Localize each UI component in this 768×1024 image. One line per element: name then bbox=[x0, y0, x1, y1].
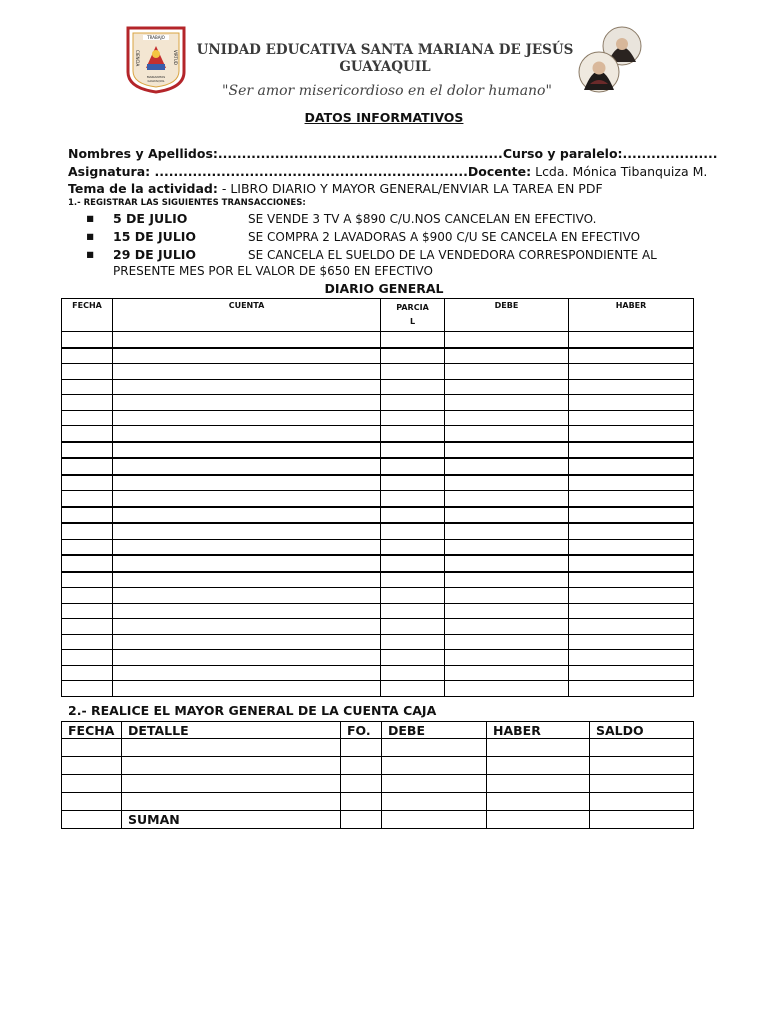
table-cell bbox=[122, 793, 341, 811]
table-cell bbox=[113, 491, 381, 507]
topic-line bbox=[68, 181, 603, 196]
table-cell bbox=[113, 332, 381, 348]
table-cell bbox=[62, 379, 113, 395]
table-cell bbox=[569, 491, 694, 507]
table-row bbox=[62, 650, 694, 666]
transaction-date: 15 DE JULIO bbox=[113, 229, 197, 244]
table-cell bbox=[62, 650, 113, 666]
transaction-date: 29 DE JULIO bbox=[113, 247, 197, 262]
table-cell bbox=[382, 793, 487, 811]
table-row bbox=[62, 507, 694, 524]
table-cell bbox=[381, 332, 445, 348]
table-cell bbox=[62, 603, 113, 619]
table-row bbox=[62, 379, 694, 395]
school-name-line2: GUAYAQUIL bbox=[339, 59, 431, 75]
table-cell bbox=[122, 757, 341, 775]
table-cell bbox=[445, 572, 569, 588]
table-cell bbox=[341, 757, 382, 775]
table-row bbox=[62, 634, 694, 650]
table-cell bbox=[113, 681, 381, 697]
table-cell bbox=[341, 739, 382, 757]
table-row bbox=[62, 588, 694, 604]
table-cell bbox=[569, 650, 694, 666]
school-name-line1: UNIDAD EDUCATIVA SANTA MARIANA DE JESÚS bbox=[196, 42, 574, 58]
table-cell bbox=[382, 811, 487, 829]
column-header-debe: DEBE bbox=[382, 722, 487, 739]
table-row bbox=[62, 572, 694, 588]
transaction-text: SE COMPRA 2 LAVADORAS A $900 C/U SE CANCELA EN EFECTIVO bbox=[248, 230, 641, 244]
table-cell bbox=[381, 491, 445, 507]
table-cell bbox=[381, 650, 445, 666]
table-cell bbox=[381, 348, 445, 364]
table-row bbox=[62, 681, 694, 697]
table-cell bbox=[62, 523, 113, 539]
table-cell bbox=[62, 426, 113, 442]
table-cell bbox=[382, 775, 487, 793]
table-cell bbox=[381, 395, 445, 411]
table-cell bbox=[381, 523, 445, 539]
table-cell bbox=[569, 634, 694, 650]
table-cell bbox=[381, 507, 445, 524]
table-cell bbox=[113, 442, 381, 459]
svg-text:CIENCIA: CIENCIA bbox=[135, 50, 140, 67]
table-row bbox=[62, 364, 694, 380]
table-cell bbox=[62, 410, 113, 426]
column-header-detalle: DETALLE bbox=[122, 722, 341, 739]
table-cell bbox=[569, 507, 694, 524]
table-row bbox=[62, 332, 694, 348]
table-cell bbox=[445, 634, 569, 650]
table-cell bbox=[445, 475, 569, 491]
table-cell bbox=[569, 458, 694, 475]
table-cell bbox=[382, 739, 487, 757]
table-cell bbox=[487, 811, 590, 829]
table-cell bbox=[62, 491, 113, 507]
column-header-parcial: PARCIA L bbox=[381, 299, 445, 332]
transaction-text-continuation: PRESENTE MES POR EL VALOR DE $650 EN EFECTIVO bbox=[113, 264, 433, 278]
table-cell bbox=[113, 539, 381, 555]
table-cell bbox=[113, 507, 381, 524]
bullet-icon: ▪ bbox=[86, 210, 95, 225]
table-cell bbox=[590, 811, 694, 829]
table-cell bbox=[445, 603, 569, 619]
table-cell bbox=[487, 739, 590, 757]
table-cell bbox=[445, 364, 569, 380]
teacher-label: Docente: bbox=[467, 164, 532, 179]
names-label: Nombres y Apellidos: bbox=[68, 146, 218, 161]
table-cell bbox=[445, 442, 569, 459]
table-cell bbox=[62, 395, 113, 411]
table-row bbox=[62, 739, 694, 757]
course-dots: .................... bbox=[622, 146, 718, 161]
table-row bbox=[62, 523, 694, 539]
table-cell bbox=[569, 572, 694, 588]
table-cell bbox=[62, 665, 113, 681]
table-cell bbox=[445, 332, 569, 348]
table-cell bbox=[381, 426, 445, 442]
table-cell bbox=[569, 426, 694, 442]
school-crest-logo bbox=[126, 26, 186, 94]
transaction-text: SE VENDE 3 TV A $890 C/U.NOS CANCELAN EN EFECTIVO. bbox=[248, 212, 597, 226]
column-header-haber: HABER bbox=[569, 299, 694, 332]
table-cell bbox=[113, 588, 381, 604]
svg-text:GUAYAQUIL: GUAYAQUIL bbox=[147, 79, 165, 83]
table-cell bbox=[113, 555, 381, 572]
table-cell bbox=[62, 588, 113, 604]
column-header-saldo: SALDO bbox=[590, 722, 694, 739]
column-header-fecha: FECHA bbox=[62, 299, 113, 332]
table-cell bbox=[590, 739, 694, 757]
column-header-fo: FO. bbox=[341, 722, 382, 739]
table-row bbox=[62, 757, 694, 775]
page-title: DATOS INFORMATIVOS bbox=[304, 110, 464, 125]
table-cell bbox=[445, 523, 569, 539]
table-cell bbox=[445, 426, 569, 442]
table-cell bbox=[569, 364, 694, 380]
table-cell bbox=[381, 603, 445, 619]
table-cell bbox=[569, 539, 694, 555]
table-cell bbox=[382, 757, 487, 775]
table-cell bbox=[381, 539, 445, 555]
table-cell bbox=[113, 364, 381, 380]
table-cell bbox=[113, 348, 381, 364]
table-cell bbox=[569, 475, 694, 491]
table-cell bbox=[569, 619, 694, 635]
table-cell bbox=[381, 364, 445, 380]
mayor-table-body bbox=[62, 739, 694, 829]
table-cell bbox=[381, 410, 445, 426]
table-cell bbox=[62, 539, 113, 555]
table-cell bbox=[381, 665, 445, 681]
table-row bbox=[62, 665, 694, 681]
table-cell bbox=[381, 634, 445, 650]
table-cell bbox=[62, 739, 122, 757]
table-cell bbox=[590, 775, 694, 793]
table-cell bbox=[445, 619, 569, 635]
table-cell bbox=[381, 442, 445, 459]
table-cell bbox=[113, 395, 381, 411]
table-row bbox=[62, 491, 694, 507]
transaction-text: SE CANCELA EL SUELDO DE LA VENDEDORA CORRESPONDIENTE AL bbox=[248, 248, 657, 262]
diario-general-table bbox=[61, 298, 694, 697]
table-row bbox=[62, 793, 694, 811]
table-cell bbox=[445, 348, 569, 364]
bullet-icon: ▪ bbox=[86, 228, 95, 243]
table-cell bbox=[445, 458, 569, 475]
table-cell bbox=[569, 555, 694, 572]
table-row bbox=[62, 426, 694, 442]
table-row bbox=[62, 475, 694, 491]
subject-label: Asignatura: bbox=[68, 164, 151, 179]
table-cell bbox=[381, 588, 445, 604]
table-cell bbox=[113, 475, 381, 491]
svg-text:VIRTUD: VIRTUD bbox=[173, 50, 178, 65]
table-cell bbox=[590, 757, 694, 775]
table-cell bbox=[62, 757, 122, 775]
table-cell bbox=[445, 491, 569, 507]
table-cell bbox=[113, 426, 381, 442]
table-cell bbox=[62, 572, 113, 588]
table-row bbox=[62, 619, 694, 635]
table-cell bbox=[62, 681, 113, 697]
table-cell bbox=[381, 681, 445, 697]
table-cell bbox=[62, 475, 113, 491]
table-cell bbox=[62, 775, 122, 793]
table-cell bbox=[569, 523, 694, 539]
table-cell bbox=[445, 650, 569, 666]
table-row bbox=[62, 410, 694, 426]
table-cell bbox=[62, 619, 113, 635]
school-motto: "Ser amor misericordioso en el dolor humano" bbox=[222, 83, 552, 99]
table-cell bbox=[569, 681, 694, 697]
svg-text:MARIANITAS: MARIANITAS bbox=[146, 75, 166, 79]
table-cell bbox=[113, 572, 381, 588]
founder-portraits-image bbox=[578, 24, 644, 96]
table-cell bbox=[62, 555, 113, 572]
table-cell bbox=[487, 793, 590, 811]
table-cell bbox=[62, 442, 113, 459]
table-row bbox=[62, 603, 694, 619]
table-cell bbox=[113, 650, 381, 666]
table-cell bbox=[381, 555, 445, 572]
table-cell bbox=[113, 410, 381, 426]
table-cell bbox=[113, 458, 381, 475]
course-label: Curso y paralelo: bbox=[502, 146, 623, 161]
names-dots: ............................................................ bbox=[217, 146, 503, 161]
names-line bbox=[68, 146, 718, 161]
table-cell bbox=[122, 739, 341, 757]
svg-text:TRABAJO: TRABAJO bbox=[147, 35, 165, 40]
table-cell bbox=[113, 665, 381, 681]
diario-table-body bbox=[62, 332, 694, 697]
topic-label: Tema de la actividad: bbox=[68, 181, 218, 196]
table-cell bbox=[113, 523, 381, 539]
table-row bbox=[62, 395, 694, 411]
table-cell bbox=[569, 395, 694, 411]
table-row bbox=[62, 442, 694, 459]
column-header-debe: DEBE bbox=[445, 299, 569, 332]
table-cell bbox=[113, 379, 381, 395]
table-cell bbox=[113, 619, 381, 635]
table-cell bbox=[590, 793, 694, 811]
table-cell bbox=[381, 619, 445, 635]
table-cell bbox=[381, 458, 445, 475]
column-header-haber: HABER bbox=[487, 722, 590, 739]
table-cell bbox=[487, 775, 590, 793]
mayor-general-table bbox=[61, 721, 694, 829]
table-cell bbox=[487, 757, 590, 775]
subject-dots: .................................................................. bbox=[150, 164, 468, 179]
table-cell bbox=[341, 793, 382, 811]
table-cell bbox=[62, 811, 122, 829]
table-cell bbox=[62, 793, 122, 811]
school-name bbox=[190, 42, 580, 76]
table-cell bbox=[569, 348, 694, 364]
table-cell bbox=[62, 634, 113, 650]
table-cell bbox=[445, 665, 569, 681]
bullet-icon: ▪ bbox=[86, 246, 95, 261]
subject-line bbox=[68, 164, 707, 179]
table-cell bbox=[381, 475, 445, 491]
instruction-1: 1.- REGISTRAR LAS SIGUIENTES TRANSACCIONES: bbox=[68, 198, 306, 208]
mayor-general-title: 2.- REALICE EL MAYOR GENERAL DE LA CUENTA CAJA bbox=[68, 703, 437, 718]
table-cell bbox=[569, 603, 694, 619]
topic-value: - LIBRO DIARIO Y MAYOR GENERAL/ENVIAR LA TAREA EN PDF bbox=[217, 181, 603, 196]
table-cell bbox=[445, 681, 569, 697]
table-cell bbox=[381, 379, 445, 395]
table-cell bbox=[445, 395, 569, 411]
table-cell bbox=[569, 442, 694, 459]
table-row bbox=[62, 458, 694, 475]
table-cell bbox=[445, 379, 569, 395]
table-cell bbox=[62, 364, 113, 380]
table-cell bbox=[445, 410, 569, 426]
table-cell bbox=[445, 555, 569, 572]
diario-general-title: DIARIO GENERAL bbox=[324, 281, 444, 296]
table-cell bbox=[341, 811, 382, 829]
table-cell bbox=[62, 458, 113, 475]
table-cell bbox=[62, 348, 113, 364]
table-row bbox=[62, 539, 694, 555]
table-cell bbox=[62, 332, 113, 348]
table-cell bbox=[445, 539, 569, 555]
column-header-fecha: FECHA bbox=[62, 722, 122, 739]
table-cell bbox=[569, 332, 694, 348]
table-cell bbox=[569, 588, 694, 604]
table-row bbox=[62, 775, 694, 793]
transaction-date: 5 DE JULIO bbox=[113, 211, 188, 226]
column-header-cuenta: CUENTA bbox=[113, 299, 381, 332]
table-row bbox=[62, 348, 694, 364]
table-cell bbox=[445, 507, 569, 524]
table-cell bbox=[113, 634, 381, 650]
total-row bbox=[62, 811, 694, 829]
table-cell bbox=[62, 507, 113, 524]
table-cell bbox=[381, 572, 445, 588]
table-cell bbox=[445, 588, 569, 604]
teacher-value: Lcda. Mónica Tibanquiza M. bbox=[531, 164, 708, 179]
table-cell bbox=[341, 775, 382, 793]
table-cell bbox=[569, 665, 694, 681]
table-cell bbox=[569, 379, 694, 395]
table-row bbox=[62, 555, 694, 572]
table-cell bbox=[569, 410, 694, 426]
total-label: SUMAN bbox=[122, 811, 341, 829]
table-cell bbox=[113, 603, 381, 619]
table-cell bbox=[122, 775, 341, 793]
